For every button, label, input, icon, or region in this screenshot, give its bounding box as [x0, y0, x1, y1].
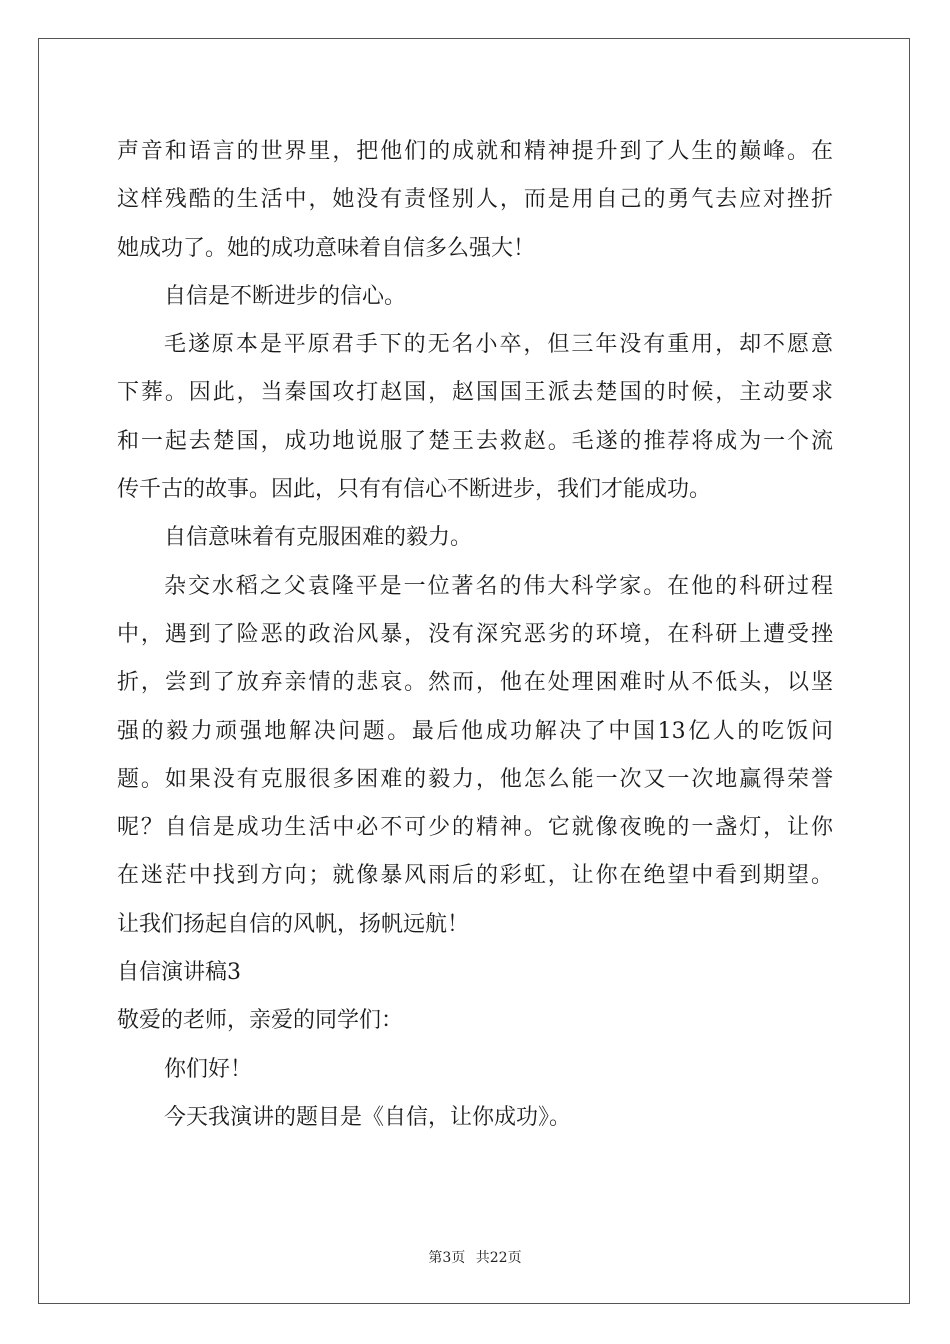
text-line: 让我们扬起自信的风帆，扬帆远航！: [117, 911, 470, 937]
text-line: 呢？自信是成功生活中必不可少的精神。它就像夜晚的一盏灯，让你: [117, 815, 833, 841]
text-line: 和一起去楚国，成功地说服了楚王去救赵。毛遂的推荐将成为一个流: [117, 428, 833, 454]
text-line: 自信是不断进步的信心。: [164, 283, 407, 309]
text-line: 传千古的故事。因此，只有有信心不断进步，我们才能成功。: [117, 477, 712, 503]
text-line: 中，遇到了险恶的政治风暴，没有深究恶劣的环境，在科研上遭受挫: [117, 621, 833, 647]
text-line: 毛遂原本是平原君手下的无名小卒，但三年没有重用，却不愿意: [164, 332, 833, 358]
text-line: 在迷茫中找到方向；就像暴风雨后的彩虹，让你在绝望中看到期望。: [117, 863, 833, 889]
text-line: 下葬。因此，当秦国攻打赵国，赵国国王派去楚国的时候，主动要求: [117, 380, 833, 406]
text-line: 声音和语言的世界里，把他们的成就和精神提升到了人生的巅峰。在: [117, 139, 833, 164]
text-line: 她成功了。她的成功意味着自信多么强大！: [117, 235, 536, 261]
page-total: 共22页: [475, 1250, 522, 1266]
text-line: 题。如果没有克服很多困难的毅力，他怎么能一次又一次地赢得荣誉: [117, 766, 833, 792]
text-line: 敬爱的老师，亲爱的同学们：: [117, 1008, 404, 1034]
text-line: 强的毅力顽强地解决问题。最后他成功解决了中国13亿人的吃饭问: [117, 718, 833, 744]
text-line: 今天我演讲的题目是《自信，让你成功》。: [164, 1104, 572, 1130]
text-line: 你们好！: [164, 1056, 253, 1082]
text-line: 杂交水稻之父袁隆平是一位著名的伟大科学家。在他的科研过程: [164, 573, 833, 599]
page-footer: [0, 1247, 950, 1267]
page-number: 第3页: [428, 1250, 466, 1266]
text-line: 自信意味着有克服困难的毅力。: [164, 525, 473, 551]
text-line: 这样残酷的生活中，她没有责怪别人，而是用自己的勇气去应对挫折: [117, 187, 833, 213]
text-line: 自信演讲稿3: [117, 960, 241, 986]
text-line: 折，尝到了放弃亲情的悲哀。然而，他在处理困难时从不低头，以坚: [117, 670, 833, 696]
document-body: [117, 128, 833, 1142]
